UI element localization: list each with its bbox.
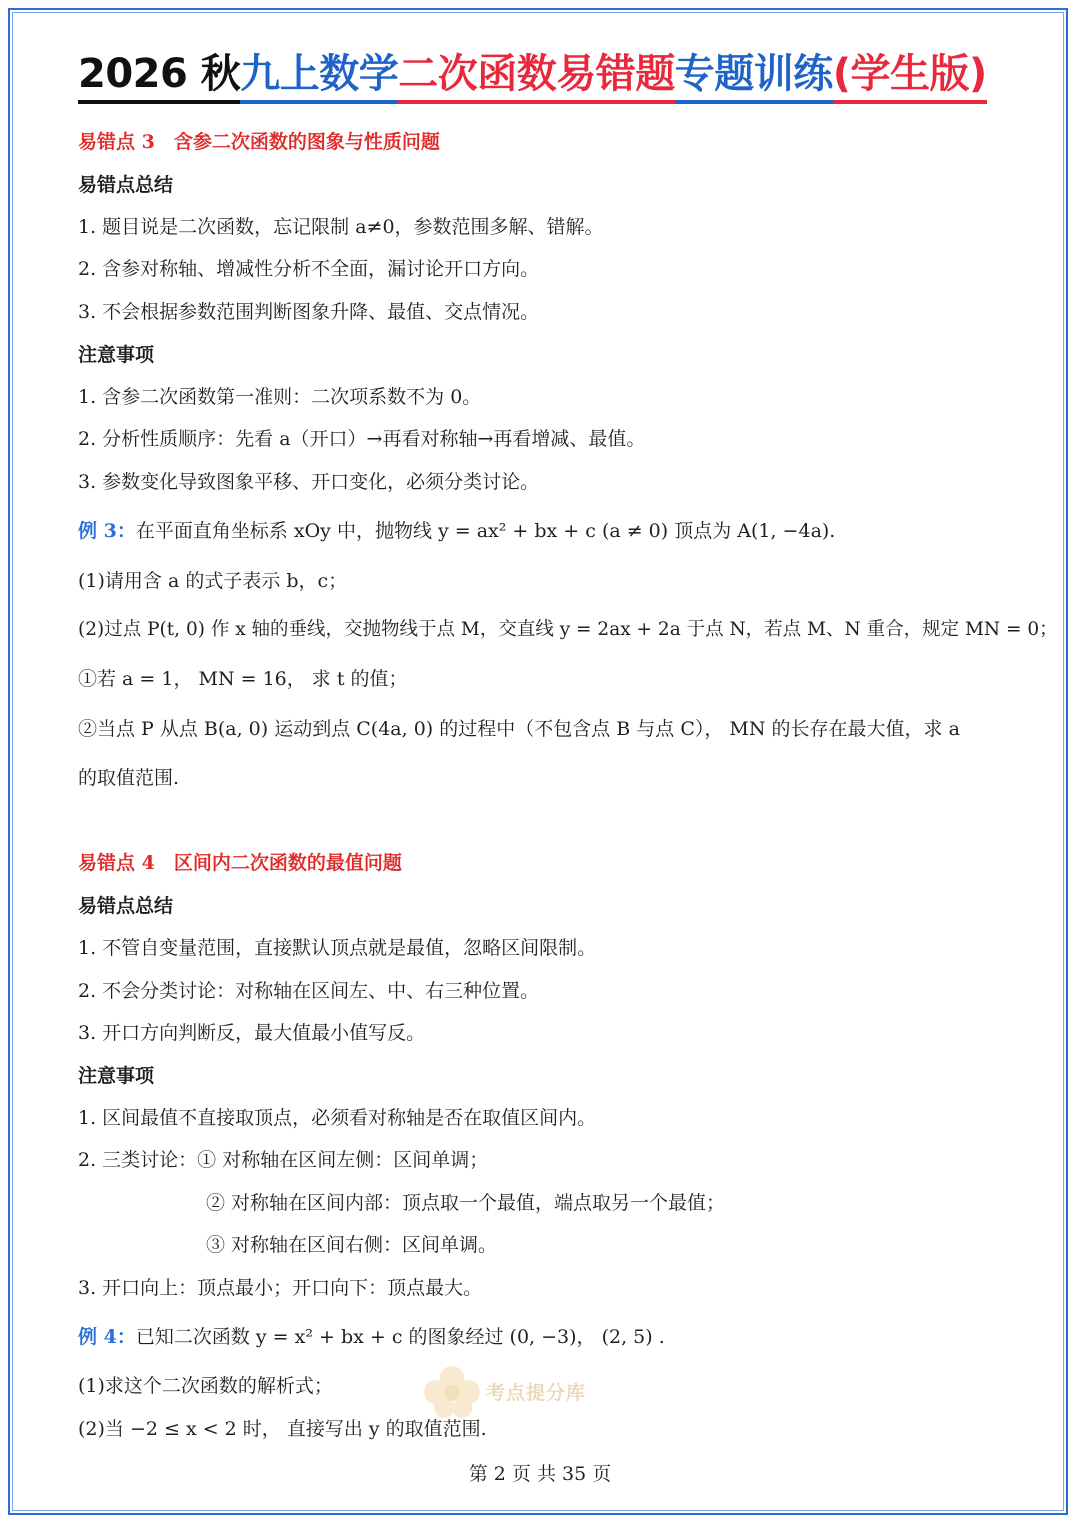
page-footer: 第 2 页 共 35 页 [468, 1463, 612, 1485]
note-item: 3. 参数变化导致图象平移、开口变化，必须分类讨论。 [78, 471, 540, 493]
summary-item: 2. 含参对称轴、增减性分析不全面，漏讨论开口方向。 [78, 258, 540, 280]
notes-heading-4: 注意事项 [78, 1065, 155, 1087]
summary-item: 2. 不会分类讨论：对称轴在区间左、中、右三种位置。 [78, 980, 540, 1002]
notes-heading-3: 注意事项 [78, 344, 155, 366]
example-4 [78, 1323, 665, 1351]
summary-heading-4: 易错点总结 [78, 895, 174, 917]
title-grade: 九上数学 [240, 48, 398, 104]
note-subitem: ③ 对称轴在区间右侧：区间单调。 [206, 1234, 498, 1256]
note-subitem: ② 对称轴在区间内部：顶点取一个最值，端点取另一个最值； [206, 1192, 726, 1214]
note-item: 2. 分析性质顺序：先看 a（开口）→再看对称轴→再看增减、最值。 [78, 428, 646, 450]
question-2-part-2-cont: 的取值范围. [78, 767, 180, 789]
example-text: 在平面直角坐标系 xOy 中，抛物线 y = ax² + bx + c (a ≠ 0) 顶点为 A(1, −4a). [135, 520, 836, 542]
summary-item: 1. 不管自变量范围，直接默认顶点就是最值，忽略区间限制。 [78, 937, 597, 959]
title-year: 2026 秋 [78, 48, 240, 104]
summary-item: 1. 题目说是二次函数，忘记限制 a≠0，参数范围多解、错解。 [78, 216, 604, 238]
title-topic: 二次函数易错题 [398, 48, 675, 104]
note-item: 1. 区间最值不直接取顶点，必须看对称轴是否在取值区间内。 [78, 1107, 597, 1129]
section-heading-3: 易错点 3 含参二次函数的图象与性质问题 [78, 131, 440, 153]
section-heading-4: 易错点 4 区间内二次函数的最值问题 [78, 852, 402, 874]
question-2-part-2: ②当点 P 从点 B(a, 0) 运动到点 C(4a, 0) 的过程中（不包含点 B 与点 C）， MN 的长存在最大值，求 a [78, 718, 960, 740]
question-1: (1)求这个二次函数的解析式； [78, 1375, 333, 1397]
watermark-text: 考点提分库 [486, 1382, 587, 1404]
example-3 [78, 517, 835, 545]
title-training: 专题训练 [675, 48, 833, 104]
summary-item: 3. 不会根据参数范围判断图象升降、最值、交点情况。 [78, 301, 540, 323]
note-item: 3. 开口向上：顶点最小；开口向下：顶点最大。 [78, 1277, 483, 1299]
question-2: (2)过点 P(t, 0) 作 x 轴的垂线，交抛物线于点 M，交直线 y = 2ax + 2a 于点 N，若点 M、N 重合，规定 MN = 0； [78, 619, 1058, 640]
page-title [78, 44, 1008, 104]
summary-item: 3. 开口方向判断反，最大值最小值写反。 [78, 1022, 426, 1044]
note-item: 2. 三类讨论：① 对称轴在区间左侧：区间单调； [78, 1149, 489, 1171]
summary-heading-3: 易错点总结 [78, 174, 174, 196]
example-label: 例 4： [78, 1326, 136, 1348]
question-2-part-1: ①若 a = 1， MN = 16， 求 t 的值； [78, 668, 408, 690]
example-label: 例 3： [78, 520, 136, 542]
question-1: (1)请用含 a 的式子表示 b，c； [78, 570, 348, 592]
title-edition: (学生版) [833, 48, 987, 104]
note-item: 1. 含参二次函数第一准则：二次项系数不为 0。 [78, 386, 482, 408]
example-text: 已知二次函数 y = x² + bx + c 的图象经过 (0, −3)， (2, 5) . [135, 1326, 665, 1348]
question-2: (2)当 −2 ≤ x < 2 时， 直接写出 y 的取值范围. [78, 1418, 487, 1440]
